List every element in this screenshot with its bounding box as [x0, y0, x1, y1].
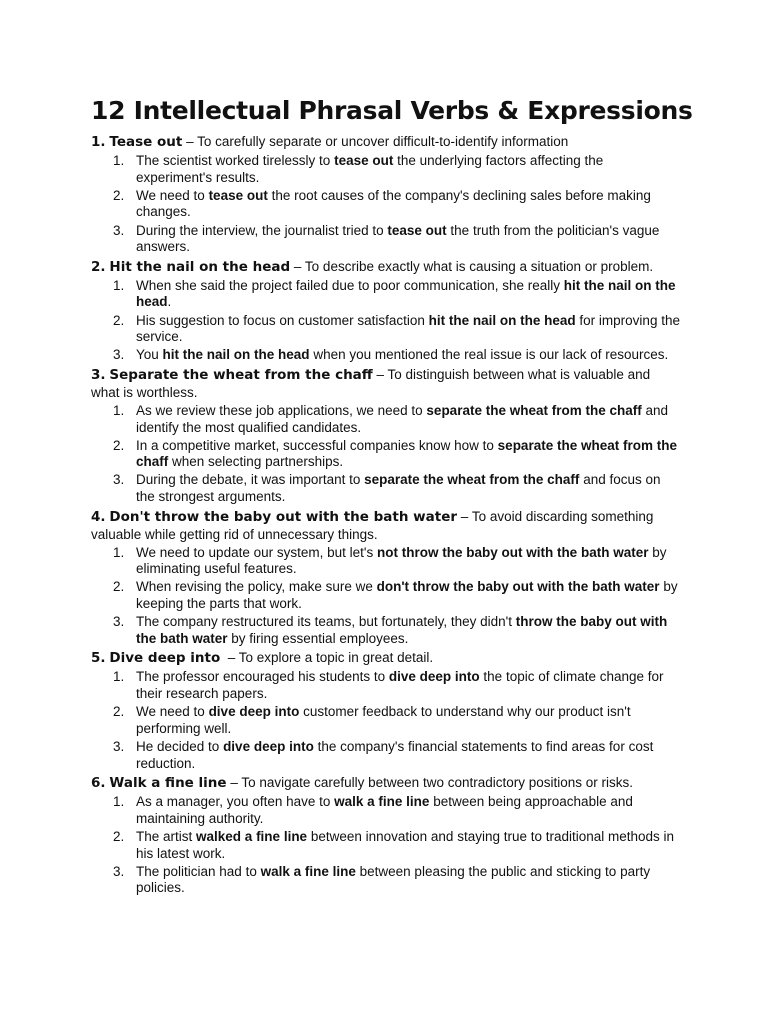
example-phrase: tease out	[208, 187, 268, 203]
examples-list	[91, 403, 680, 506]
example-phrase: hit the nail on the head	[136, 277, 676, 310]
examples-list	[91, 278, 680, 364]
entry-term: Dive deep into	[109, 650, 221, 667]
example-text-before: The scientist worked tirelessly to	[136, 153, 335, 168]
example-text-before: The politician had to	[136, 863, 261, 879]
example-text-after: customer feedback to understand why our product isn't performing well.	[136, 704, 631, 736]
example-phrase: hit the nail on the head	[428, 312, 576, 328]
example-text-before: As a manager, you often have to	[136, 794, 335, 810]
entry-separator: –	[372, 366, 388, 382]
example-text-after: and focus on the strongest arguments.	[136, 472, 661, 505]
example-number: 2.	[113, 437, 125, 453]
example-phrase: walked a fine line	[196, 828, 308, 844]
example-item	[91, 669, 680, 702]
example-item	[91, 829, 680, 862]
entry-heading	[91, 133, 680, 151]
example-text-after: and identify the most qualified candidates.	[136, 402, 669, 435]
example-number: 3.	[113, 347, 125, 363]
entry-3	[91, 366, 680, 506]
example-item	[91, 794, 680, 827]
example-text-after: by eliminating useful features.	[136, 544, 667, 577]
entry-definition: To navigate carefully between two contradictory positions or risks.	[241, 775, 634, 791]
examples-list	[91, 545, 680, 648]
entry-heading	[91, 774, 680, 792]
example-text-before: When she said the project failed due to poor communication, she really	[136, 277, 564, 293]
entry-term: Hit the nail on the head	[109, 258, 291, 275]
entry-5	[91, 649, 680, 772]
example-text-before: As we review these job applications, we need to	[136, 402, 427, 418]
example-text-before: During the debate, it was important to	[136, 472, 365, 488]
example-item	[91, 313, 680, 346]
example-text-before: In a competitive market, successful companies know how to	[136, 437, 498, 453]
example-phrase: dive deep into	[208, 704, 300, 720]
example-number: 2.	[113, 828, 125, 844]
example-text-after: between pleasing the public and sticking to party policies.	[136, 863, 651, 896]
example-number: 1.	[113, 669, 125, 685]
example-number: 1.	[113, 277, 125, 293]
examples-list	[91, 794, 680, 897]
example-item	[91, 739, 680, 772]
example-number: 3.	[113, 472, 125, 488]
example-text-after: when selecting partnerships.	[168, 454, 344, 470]
example-number: 1.	[113, 402, 125, 418]
example-text-before: We need to update our system, but let's	[136, 544, 377, 560]
entry-separator: –	[182, 134, 198, 149]
entry-2	[91, 258, 680, 364]
example-text-after: between innovation and staying true to traditional methods in his latest work.	[136, 828, 675, 861]
example-text-before: We need to	[136, 187, 209, 203]
example-phrase: throw the baby out with the bath water	[136, 614, 668, 646]
entry-separator: –	[220, 650, 239, 666]
example-text-after: the company's financial statements to find areas for cost reduction.	[136, 738, 654, 771]
document-title: 12 Intellectual Phrasal Verbs & Expressions	[91, 96, 693, 125]
example-number: 1.	[113, 544, 125, 560]
entry-term: Don't throw the baby out with the bath water	[109, 508, 458, 525]
example-number: 1.	[113, 153, 125, 168]
entry-term: Walk a fine line	[109, 775, 227, 792]
example-item	[91, 153, 680, 186]
example-text-before: The artist	[136, 828, 197, 844]
example-text-after: the truth from the politician's vague answers.	[136, 222, 660, 255]
entry-definition: To describe exactly what is causing a situation or problem.	[304, 258, 654, 274]
example-number: 2.	[113, 187, 125, 203]
example-text-before: During the interview, the journalist tried to	[136, 222, 388, 238]
entry-separator: –	[457, 508, 472, 524]
entry-heading	[91, 258, 680, 276]
examples-list	[91, 669, 680, 772]
example-text-after: for improving the service.	[136, 312, 680, 345]
entry-term: Separate the wheat from the chaff	[109, 366, 373, 383]
examples-list	[91, 153, 680, 256]
example-phrase: dive deep into	[223, 738, 314, 754]
example-item	[91, 278, 680, 311]
example-item	[91, 438, 680, 471]
example-phrase: separate the wheat from the chaff	[426, 402, 642, 418]
entry-number: 4.	[91, 508, 106, 525]
example-phrase: tease out	[387, 222, 447, 238]
entry-number: 3.	[91, 366, 106, 383]
entry-6	[91, 774, 680, 897]
example-phrase: separate the wheat from the chaff	[136, 437, 677, 470]
example-phrase: tease out	[334, 153, 394, 168]
example-number: 2.	[113, 704, 125, 720]
example-item	[91, 864, 680, 897]
example-phrase: walk a fine line	[260, 863, 356, 879]
example-text-before: The professor encouraged his students to	[136, 669, 389, 685]
example-number: 2.	[113, 579, 125, 595]
example-text-after: the topic of climate change for their research papers.	[136, 669, 664, 701]
example-text-after: by keeping the parts that work.	[136, 579, 678, 612]
example-phrase: hit the nail on the head	[162, 347, 310, 363]
entry-4	[91, 508, 680, 648]
example-item	[91, 347, 680, 364]
example-text-before: You	[136, 347, 163, 363]
example-item	[91, 545, 680, 578]
example-text-after: when you mentioned the real issue is our lack of resources.	[309, 347, 669, 363]
entry-heading	[91, 649, 680, 667]
entry-definition: To avoid discarding something valuable while getting rid of unnecessary things.	[91, 508, 654, 542]
entry-number: 5.	[91, 650, 106, 667]
example-item	[91, 579, 680, 612]
entry-number: 2.	[91, 258, 106, 275]
example-text-after: the underlying factors affecting the experiment's results.	[136, 153, 604, 185]
example-text-before: His suggestion to focus on customer satisfaction	[136, 312, 429, 328]
example-number: 3.	[113, 222, 125, 238]
example-text-before: We need to	[136, 704, 209, 720]
entry-term: Tease out	[109, 134, 183, 150]
example-item	[91, 223, 680, 256]
example-text-after: between being approachable and maintaining authority.	[136, 794, 633, 826]
example-text-before: The company restructured its teams, but fortunately, they didn't	[136, 614, 516, 630]
entry-definition: To explore a topic in great detail.	[238, 650, 434, 666]
example-item	[91, 704, 680, 737]
entry-heading	[91, 366, 680, 401]
example-text-after: .	[167, 294, 172, 310]
example-item	[91, 188, 680, 221]
example-text-before: He decided to	[136, 738, 224, 754]
entry-definition: To carefully separate or uncover difficult-to-identify information	[197, 134, 569, 149]
example-number: 3.	[113, 738, 125, 754]
example-item	[91, 472, 680, 505]
entry-separator: –	[226, 775, 242, 791]
example-phrase: not throw the baby out with the bath water	[376, 544, 649, 560]
example-number: 2.	[113, 312, 125, 328]
example-phrase: dive deep into	[388, 669, 480, 685]
example-number: 3.	[113, 863, 125, 879]
entry-definition: To distinguish between what is valuable and what is worthless.	[91, 366, 651, 400]
entry-number: 6.	[91, 775, 106, 792]
example-number: 3.	[113, 614, 125, 630]
entry-heading	[91, 508, 680, 543]
entries-list	[91, 133, 680, 897]
example-number: 1.	[113, 794, 125, 810]
entry-1	[91, 133, 680, 256]
example-text-after: the root causes of the company's declining sales before making changes.	[136, 187, 651, 220]
entry-number: 1.	[91, 134, 106, 150]
example-text-after: by firing essential employees.	[227, 630, 409, 646]
example-item	[91, 403, 680, 436]
entry-separator: –	[290, 258, 305, 274]
example-item	[91, 614, 680, 647]
example-phrase: don't throw the baby out with the bath water	[376, 579, 660, 595]
example-phrase: walk a fine line	[334, 794, 430, 810]
example-phrase: separate the wheat from the chaff	[364, 472, 580, 488]
example-text-before: When revising the policy, make sure we	[136, 579, 377, 595]
